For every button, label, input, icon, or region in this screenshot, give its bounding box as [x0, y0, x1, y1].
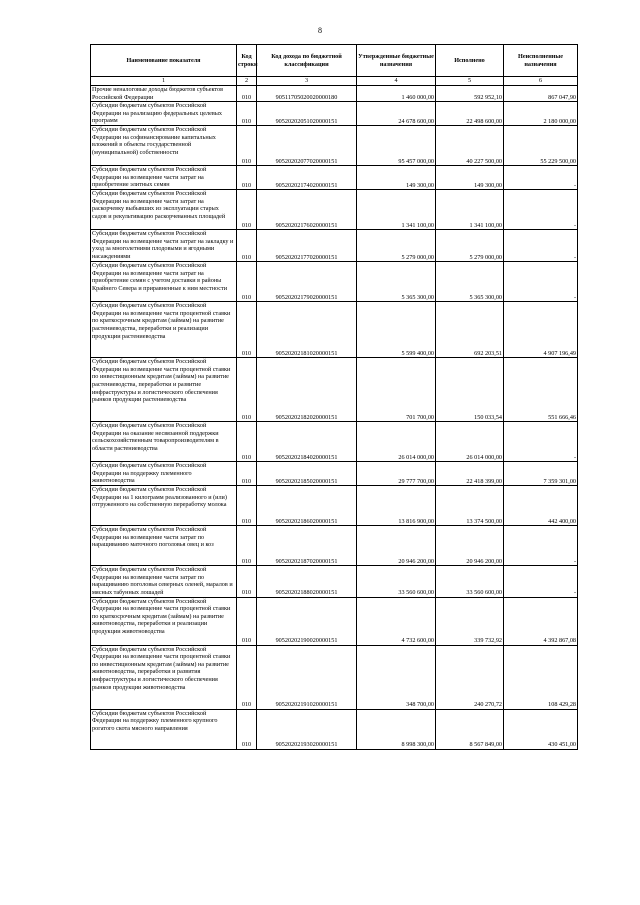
row-approved: 13 816 900,00 — [357, 486, 436, 526]
row-executed: 240 270,72 — [436, 645, 504, 709]
row-approved: 20 946 200,00 — [357, 526, 436, 566]
row-line-code: 010 — [237, 486, 257, 526]
row-line-code: 010 — [237, 526, 257, 566]
table-row — [91, 102, 578, 126]
row-line-code: 010 — [237, 86, 257, 102]
row-approved: 5 365 300,00 — [357, 262, 436, 302]
table-row — [91, 358, 578, 422]
table-row — [91, 709, 578, 749]
row-approved: 1 341 100,00 — [357, 190, 436, 230]
row-approved: 33 560 600,00 — [357, 566, 436, 597]
row-line-code: 010 — [237, 190, 257, 230]
row-line-code: 010 — [237, 358, 257, 422]
row-name: Субсидии бюджетам субъектов Российской Федерации на софинансирование капитальных вложений в объекты государственной (муниципальной) собственности — [91, 126, 237, 166]
row-name: Субсидии бюджетам субъектов Российской Федерации на возмещение части затрат на закладку и уход за многолетними плодовыми и ягодными насаждениями — [91, 230, 237, 262]
table-row — [91, 230, 578, 262]
row-executed: 13 374 500,00 — [436, 486, 504, 526]
row-executed: 8 567 849,00 — [436, 709, 504, 749]
row-approved: 5 599 400,00 — [357, 302, 436, 358]
budget-table — [90, 44, 578, 750]
row-approved: 348 700,00 — [357, 645, 436, 709]
row-approved: 1 460 000,00 — [357, 86, 436, 102]
row-line-code: 010 — [237, 302, 257, 358]
row-name: Субсидии бюджетам субъектов Российской Федерации на поддержку племенного животноводства — [91, 462, 237, 486]
table-row — [91, 190, 578, 230]
row-remaining: - — [504, 230, 578, 262]
row-name: Субсидии бюджетам субъектов Российской Федерации на возмещение части процентной ставки по краткосрочным кредитам (займам) на развитие растениеводства, переработки и реализации продукции растениеводства — [91, 302, 237, 358]
column-number: 4 — [357, 77, 436, 86]
row-line-code: 010 — [237, 262, 257, 302]
row-remaining: - — [504, 166, 578, 190]
row-line-code: 010 — [237, 597, 257, 645]
table-row — [91, 486, 578, 526]
header-executed: Исполнено — [436, 45, 504, 77]
row-executed: 592 952,10 — [436, 86, 504, 102]
header-income-code: Код дохода по бюджетной классификации — [257, 45, 357, 77]
column-number: 3 — [257, 77, 357, 86]
table-header-row — [91, 45, 578, 77]
table-row — [91, 526, 578, 566]
column-number: 2 — [237, 77, 257, 86]
row-approved: 5 279 000,00 — [357, 230, 436, 262]
row-approved: 701 700,00 — [357, 358, 436, 422]
row-remaining: - — [504, 422, 578, 462]
table-row — [91, 597, 578, 645]
table-row — [91, 166, 578, 190]
row-executed: 22 498 600,00 — [436, 102, 504, 126]
table-row — [91, 302, 578, 358]
row-approved: 8 998 300,00 — [357, 709, 436, 749]
row-name: Субсидии бюджетам субъектов Российской Федерации на возмещение части затрат по наращиванию поголовья северных оленей, маралов и мясных табунных лошадей — [91, 566, 237, 597]
table-row — [91, 86, 578, 102]
row-remaining: 4 392 867,08 — [504, 597, 578, 645]
row-remaining: 442 400,00 — [504, 486, 578, 526]
row-executed: 33 560 600,00 — [436, 566, 504, 597]
row-approved: 149 300,00 — [357, 166, 436, 190]
row-executed: 22 418 399,00 — [436, 462, 504, 486]
row-income-code: 90520202191020000151 — [257, 645, 357, 709]
row-income-code: 90520202190020000151 — [257, 597, 357, 645]
page-number: 8 — [318, 26, 322, 35]
row-executed: 5 279 000,00 — [436, 230, 504, 262]
row-line-code: 010 — [237, 422, 257, 462]
header-line-code: Код строки — [237, 45, 257, 77]
row-line-code: 010 — [237, 645, 257, 709]
row-remaining: 2 180 000,00 — [504, 102, 578, 126]
row-name: Субсидии бюджетам субъектов Российской Федерации на 1 килограмм реализованного и (или) отгруженного на собственную переработку молока — [91, 486, 237, 526]
row-remaining: 430 451,00 — [504, 709, 578, 749]
row-executed: 40 227 500,00 — [436, 126, 504, 166]
row-approved: 95 457 000,00 — [357, 126, 436, 166]
row-remaining: 551 666,46 — [504, 358, 578, 422]
table-row — [91, 645, 578, 709]
table-row — [91, 566, 578, 597]
row-name: Субсидии бюджетам субъектов Российской Федерации на возмещение части затрат на приобретение элитных семян — [91, 166, 237, 190]
row-income-code: 90520202188020000151 — [257, 566, 357, 597]
row-remaining: 55 229 500,00 — [504, 126, 578, 166]
row-approved: 4 732 600,00 — [357, 597, 436, 645]
row-line-code: 010 — [237, 230, 257, 262]
table-row — [91, 422, 578, 462]
header-remaining: Неисполненные назначения — [504, 45, 578, 77]
row-remaining: - — [504, 566, 578, 597]
header-name: Наименование показателя — [91, 45, 237, 77]
row-name: Субсидии бюджетам субъектов Российской Федерации на оказание несвязанной поддержки сельскохозяйственным товаропроизводителям в области растениеводства — [91, 422, 237, 462]
row-remaining: - — [504, 190, 578, 230]
row-income-code: 90520202184020000151 — [257, 422, 357, 462]
row-name: Субсидии бюджетам субъектов Российской Федерации на возмещение части затрат по наращиванию маточного поголовья овец и коз — [91, 526, 237, 566]
row-remaining: - — [504, 262, 578, 302]
row-income-code: 90520202187020000151 — [257, 526, 357, 566]
row-line-code: 010 — [237, 709, 257, 749]
row-remaining: - — [504, 526, 578, 566]
row-remaining: 867 047,90 — [504, 86, 578, 102]
row-line-code: 010 — [237, 566, 257, 597]
row-line-code: 010 — [237, 102, 257, 126]
row-line-code: 010 — [237, 126, 257, 166]
row-executed: 1 341 100,00 — [436, 190, 504, 230]
row-name: Субсидии бюджетам субъектов Российской Федерации на реализацию федеральных целевых программ — [91, 102, 237, 126]
row-line-code: 010 — [237, 166, 257, 190]
row-income-code: 90511705020020000180 — [257, 86, 357, 102]
row-income-code: 90520202051020000151 — [257, 102, 357, 126]
row-income-code: 90520202077020000151 — [257, 126, 357, 166]
column-number-row — [91, 77, 578, 86]
table-row — [91, 262, 578, 302]
row-income-code: 90520202181020000151 — [257, 302, 357, 358]
row-income-code: 90520202177020000151 — [257, 230, 357, 262]
column-number: 5 — [436, 77, 504, 86]
row-name: Субсидии бюджетам субъектов Российской Федерации на поддержку племенного крупного рогатого скота мясного направления — [91, 709, 237, 749]
row-name: Субсидии бюджетам субъектов Российской Федерации на возмещение части процентной ставки по краткосрочным кредитам (займам) на развитие животноводства, переработки и реализации продукции животноводства — [91, 597, 237, 645]
row-remaining: 108 429,28 — [504, 645, 578, 709]
row-remaining: 7 359 301,00 — [504, 462, 578, 486]
row-income-code: 90520202193020000151 — [257, 709, 357, 749]
row-name: Субсидии бюджетам субъектов Российской Федерации на возмещение части процентной ставки по инвестиционным кредитам (займам) на развитие животноводства, переработки и развития инфраструктуры и логистического обеспечения рынков продукции животноводства — [91, 645, 237, 709]
row-executed: 692 203,51 — [436, 302, 504, 358]
row-executed: 339 732,92 — [436, 597, 504, 645]
row-executed: 149 300,00 — [436, 166, 504, 190]
row-approved: 24 678 600,00 — [357, 102, 436, 126]
row-executed: 20 946 200,00 — [436, 526, 504, 566]
row-approved: 26 014 000,00 — [357, 422, 436, 462]
table-row — [91, 462, 578, 486]
row-income-code: 90520202174020000151 — [257, 166, 357, 190]
row-name: Субсидии бюджетам субъектов Российской Федерации на возмещение части процентной ставки по инвестиционным кредитам (займам) на развитие растениеводства, переработки и развитие инфраструктуры и логистического обеспечения рынков продукции растениеводства — [91, 358, 237, 422]
row-name: Субсидии бюджетам субъектов Российской Федерации на возмещение части затрат на приобретение семян с учетом доставки в районы Крайнего Севера и приравненные к ним местности — [91, 262, 237, 302]
row-executed: 5 365 300,00 — [436, 262, 504, 302]
row-executed: 26 014 000,00 — [436, 422, 504, 462]
row-income-code: 90520202176020000151 — [257, 190, 357, 230]
row-name: Прочие неналоговые доходы бюджетов субъектов Российской Федерации — [91, 86, 237, 102]
row-income-code: 90520202186020000151 — [257, 486, 357, 526]
row-line-code: 010 — [237, 462, 257, 486]
row-income-code: 90520202179020000151 — [257, 262, 357, 302]
row-name: Субсидии бюджетам субъектов Российской Федерации на возмещение части затрат на раскорчевку выбывших из эксплуатации старых садов и рекультивацию раскорчеванных площадей — [91, 190, 237, 230]
row-income-code: 90520202182020000151 — [257, 358, 357, 422]
header-approved: Утвержденные бюджетные назначения — [357, 45, 436, 77]
row-income-code: 90520202185020000151 — [257, 462, 357, 486]
table-row — [91, 126, 578, 166]
row-executed: 150 033,54 — [436, 358, 504, 422]
column-number: 1 — [91, 77, 237, 86]
row-remaining: 4 907 196,49 — [504, 302, 578, 358]
column-number: 6 — [504, 77, 578, 86]
row-approved: 29 777 700,00 — [357, 462, 436, 486]
